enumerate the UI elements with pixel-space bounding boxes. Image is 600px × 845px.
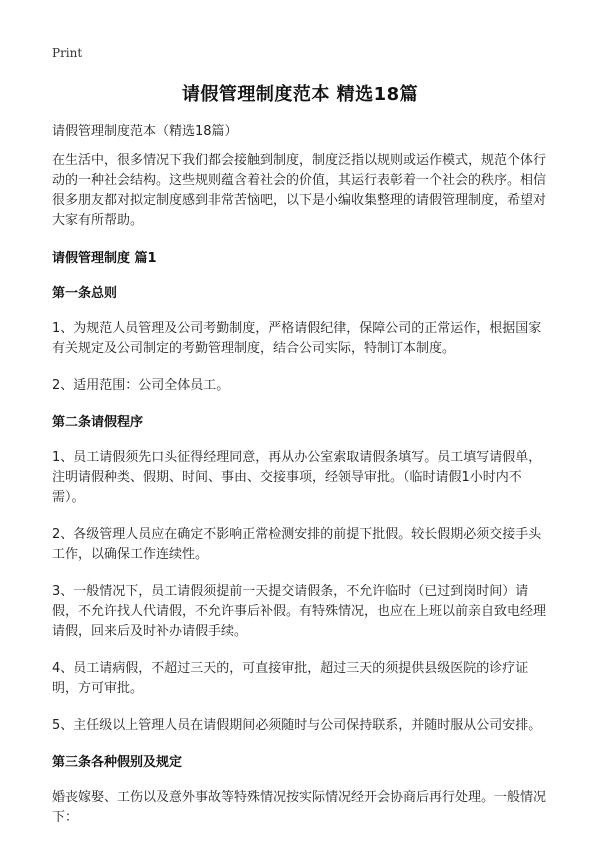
print-link[interactable]: Print bbox=[52, 46, 83, 60]
article-2-paragraph: 1、员工请假须先口头征得经理同意，再从办公室索取请假条填写。员工填写请假单，注明请假种类、假期、时间、事由、交接事项，经领导审批。（临时请假1小时内不需）。 bbox=[52, 450, 542, 505]
article-2-paragraph: 4、员工请病假，不超过三天的，可直接审批，超过三天的须提供县级医院的诊疗证明，方可审批。 bbox=[52, 661, 529, 696]
article-1-paragraph: 1、为规范人员管理及公司考勤制度，严格请假纪律，保障公司的正常运作，根据国家有关规定及公司制定的考勤管理制度，结合公司实际，特制订本制度。 bbox=[52, 321, 542, 356]
document-subtitle: 请假管理制度范本（精选18篇） bbox=[52, 124, 238, 139]
article-2-paragraph: 3、一般情况下，员工请假须提前一天提交请假条，不允许临时（已过到岗时间）请假，不允许找人代请假，不允许事后补假。有特殊情况，也应在上班以前亲自致电经理请假，回来后及时补办请假手续。 bbox=[52, 584, 547, 639]
document-body bbox=[52, 122, 552, 845]
article-1-paragraph: 2、适用范围：公司全体员工。 bbox=[52, 378, 230, 393]
article-3-heading: 第三条各种假别及规定 bbox=[52, 755, 183, 770]
article-2-heading: 第二条请假程序 bbox=[52, 415, 144, 430]
article-3-paragraph: 婚丧嫁娶、工伤以及意外事故等特殊情况按实际情况经开会协商后再行处理。一般情况下： bbox=[52, 790, 547, 825]
article-2-paragraph: 5、主任级以上管理人员在请假期间必须随时与公司保持联系，并随时服从公司安排。 bbox=[52, 718, 542, 733]
intro-paragraph: 在生活中，很多情况下我们都会接触到制度，制度泛指以规则或运作模式，规范个体行动的一种社会结构。这些规则蕴含着社会的价值，其运行表彰着一个社会的秩序。相信很多朋友都对拟定制度感到非常苦恼吧，以下是小编收集整理的请假管理制度，希望对大家有所帮助。 bbox=[52, 153, 547, 228]
page-title: 请假管理制度范本 精选18篇 bbox=[181, 84, 419, 105]
section-title: 请假管理制度 篇1 bbox=[52, 251, 157, 266]
article-1-heading: 第一条总则 bbox=[52, 286, 118, 301]
article-2-paragraph: 2、各级管理人员应在确定不影响正常检测安排的前提下批假。较长假期必须交接手头工作，以确保工作连续性。 bbox=[52, 527, 542, 562]
